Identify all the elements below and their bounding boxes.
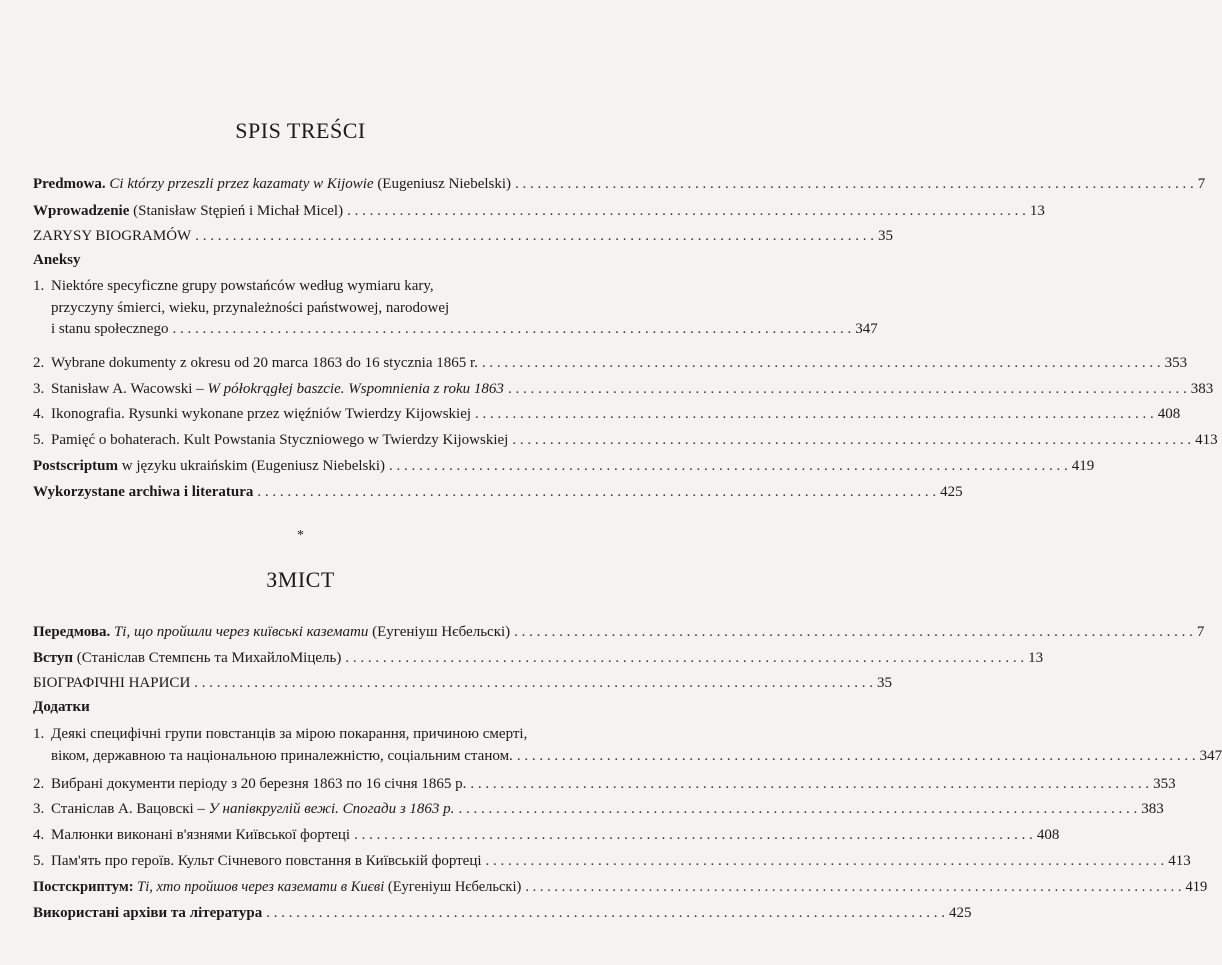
entry-author: (Stanisław Stępień i Michał Micel)	[129, 203, 344, 219]
toc-entry-aneks-2	[33, 353, 1188, 373]
toc-entry-dodatok-1	[33, 723, 1222, 767]
page-number: 408	[1036, 827, 1060, 843]
entry-title: Ті, що пройшли через київські каземати	[113, 624, 369, 640]
entry-number: 2.	[33, 355, 45, 371]
toc-entry-vstup	[33, 648, 1044, 668]
page-number: 413	[1168, 853, 1191, 869]
entry-number: 4.	[33, 827, 45, 843]
leader-dots	[389, 456, 1068, 476]
leader-dots	[517, 745, 1196, 767]
entry-number: 3.	[33, 381, 45, 397]
entry-author: w języku ukraińskim (Eugeniusz Niebelski)	[118, 458, 386, 474]
entry-author: (Eugeniusz Niebelski)	[373, 176, 512, 192]
entry-text: Станіслав А. Вацовскі –	[51, 801, 209, 817]
entry-label: Постскриптум:	[33, 879, 134, 895]
leader-dots	[514, 622, 1193, 642]
leader-dots	[515, 174, 1194, 194]
leader-dots	[512, 430, 1191, 450]
leader-dots	[172, 319, 851, 341]
entry-label: Використані архіви та література	[33, 905, 263, 921]
toc-entry-dodatok-2	[33, 774, 1176, 794]
page-number: 419	[1185, 879, 1208, 895]
entry-text: Stanisław A. Wacowski –	[51, 381, 208, 397]
page-number: 383	[1190, 381, 1214, 397]
entry-text: Ikonografia. Rysunki wykonane przez więźniów Twierdzy Kijowskiej	[51, 406, 472, 422]
entry-number: 3.	[33, 801, 45, 817]
toc-entry-arkhivy	[33, 903, 972, 923]
leader-dots	[475, 404, 1154, 424]
toc-entry-dodatok-5	[33, 851, 1191, 871]
leader-dots	[194, 673, 873, 693]
leader-dots	[525, 877, 1181, 897]
toc-entry-aneks-5	[33, 430, 1218, 450]
toc-entry-peredmova	[33, 622, 1205, 642]
leader-dots	[482, 353, 1161, 373]
entry-title: W półokrągłej baszcie. Wspomnienia z roku 1863	[207, 381, 504, 397]
entry-text: Wybrane dokumenty z okresu od 20 marca 1863 do 16 stycznia 1865 r.	[51, 355, 478, 371]
entry-label: Predmowa.	[33, 176, 106, 192]
toc-section-aneksy: Aneksy	[33, 252, 81, 268]
entry-author: (Еугеніуш Нєбельскі)	[384, 879, 522, 895]
leader-dots	[458, 799, 1137, 819]
toc-section-dodatky: Додатки	[33, 699, 90, 715]
polish-toc-title: SPIS TREŚCI	[235, 118, 366, 143]
leader-dots	[470, 774, 1149, 794]
entry-number: 1.	[33, 726, 45, 742]
page-number: 13	[1029, 203, 1045, 219]
toc-entry-wprowadzenie	[33, 201, 1045, 221]
leader-dots	[486, 851, 1165, 871]
entry-title: Ci którzy przeszli przez kazamaty w Kijowie	[109, 176, 374, 192]
entry-label: БІОГРАФІЧНІ НАРИСИ	[33, 675, 191, 691]
entry-label: Wprowadzenie	[33, 203, 130, 219]
leader-dots	[195, 226, 874, 246]
entry-number: 2.	[33, 776, 45, 792]
page-number: 419	[1071, 458, 1095, 474]
entry-text-line-1: Niektóre specyficzne grupy powstańców według wymiaru kary,	[51, 278, 434, 294]
entry-number: 5.	[33, 853, 45, 869]
toc-entry-postskryptum	[33, 877, 1208, 897]
page-number: 425	[948, 905, 972, 921]
page-number: 383	[1141, 801, 1164, 817]
leader-dots	[347, 201, 1026, 221]
page-number: 413	[1195, 432, 1218, 448]
entry-text-line-1: Деякі специфічні групи повстанців за мірою покарання, причиною смерті,	[51, 726, 528, 742]
page-number: 347	[855, 321, 878, 337]
toc-page	[33, 0, 1222, 965]
entry-text-line-2: віком, державною та національною приналежністю, соціальним станом.	[51, 748, 513, 764]
entry-author: (Станіслав Стемпєнь та МихайлоМіцель)	[72, 650, 342, 666]
entry-title: Ті, хто пройшов через каземати в Києві	[133, 879, 385, 895]
toc-entry-aneks-3	[33, 379, 1214, 399]
page-number: 35	[877, 228, 893, 244]
entry-author: (Еугеніуш Нєбельскі)	[368, 624, 511, 640]
leader-dots	[354, 825, 1033, 845]
toc-entry-aneks-4	[33, 404, 1181, 424]
page-number: 353	[1164, 355, 1188, 371]
page-number: 347	[1199, 748, 1222, 764]
toc-entry-zarysy	[33, 226, 893, 246]
entry-text: Pamięć o bohaterach. Kult Powstania Styczniowego w Twierdzy Kijowskiej	[51, 432, 509, 448]
toc-entry-postscriptum	[33, 456, 1095, 476]
section-separator: *	[297, 528, 304, 543]
entry-text: Вибрані документи періоду з 20 березня 1863 по 16 січня 1865 р.	[51, 776, 467, 792]
entry-label: ZARYSY BIOGRAMÓW	[33, 228, 192, 244]
page-number: 7	[1196, 624, 1205, 640]
entry-label: Wykorzystane archiwa i literatura	[33, 484, 254, 500]
leader-dots	[508, 379, 1187, 399]
page-number: 425	[940, 484, 963, 500]
entry-number: 4.	[33, 406, 45, 422]
page-number: 13	[1028, 650, 1044, 666]
entry-text: Пам'ять про героїв. Культ Січневого повстання в Київській фортеці	[51, 853, 482, 869]
toc-entry-dodatok-4	[33, 825, 1060, 845]
toc-entry-archiwa	[33, 482, 963, 502]
entry-label: Передмова.	[33, 624, 111, 640]
entry-text-line-3: i stanu społecznego	[51, 321, 169, 337]
entry-number: 5.	[33, 432, 45, 448]
toc-entry-predmowa	[33, 174, 1206, 194]
page-number: 353	[1153, 776, 1176, 792]
entry-label: Вступ	[33, 650, 73, 666]
leader-dots	[345, 648, 1024, 668]
toc-entry-narysy	[33, 673, 893, 693]
entry-text: Малюнки виконані в'язнями Київської фортеці	[51, 827, 351, 843]
entry-number: 1.	[33, 278, 45, 294]
entry-title: У напівкруглій вежі. Спогади з 1863 р.	[208, 801, 455, 817]
entry-text-line-2: przyczyny śmierci, wieku, przynależności państwowej, narodowej	[51, 299, 450, 316]
toc-entry-aneks-1	[33, 276, 878, 341]
ukrainian-toc-title: ЗМІСТ	[266, 567, 335, 592]
page-number: 7	[1197, 176, 1206, 192]
page-number: 35	[877, 675, 893, 691]
leader-dots	[257, 482, 936, 502]
entry-label: Postscriptum	[33, 458, 118, 474]
toc-entry-dodatok-3	[33, 799, 1164, 819]
page-number: 408	[1157, 406, 1181, 422]
leader-dots	[266, 903, 945, 923]
